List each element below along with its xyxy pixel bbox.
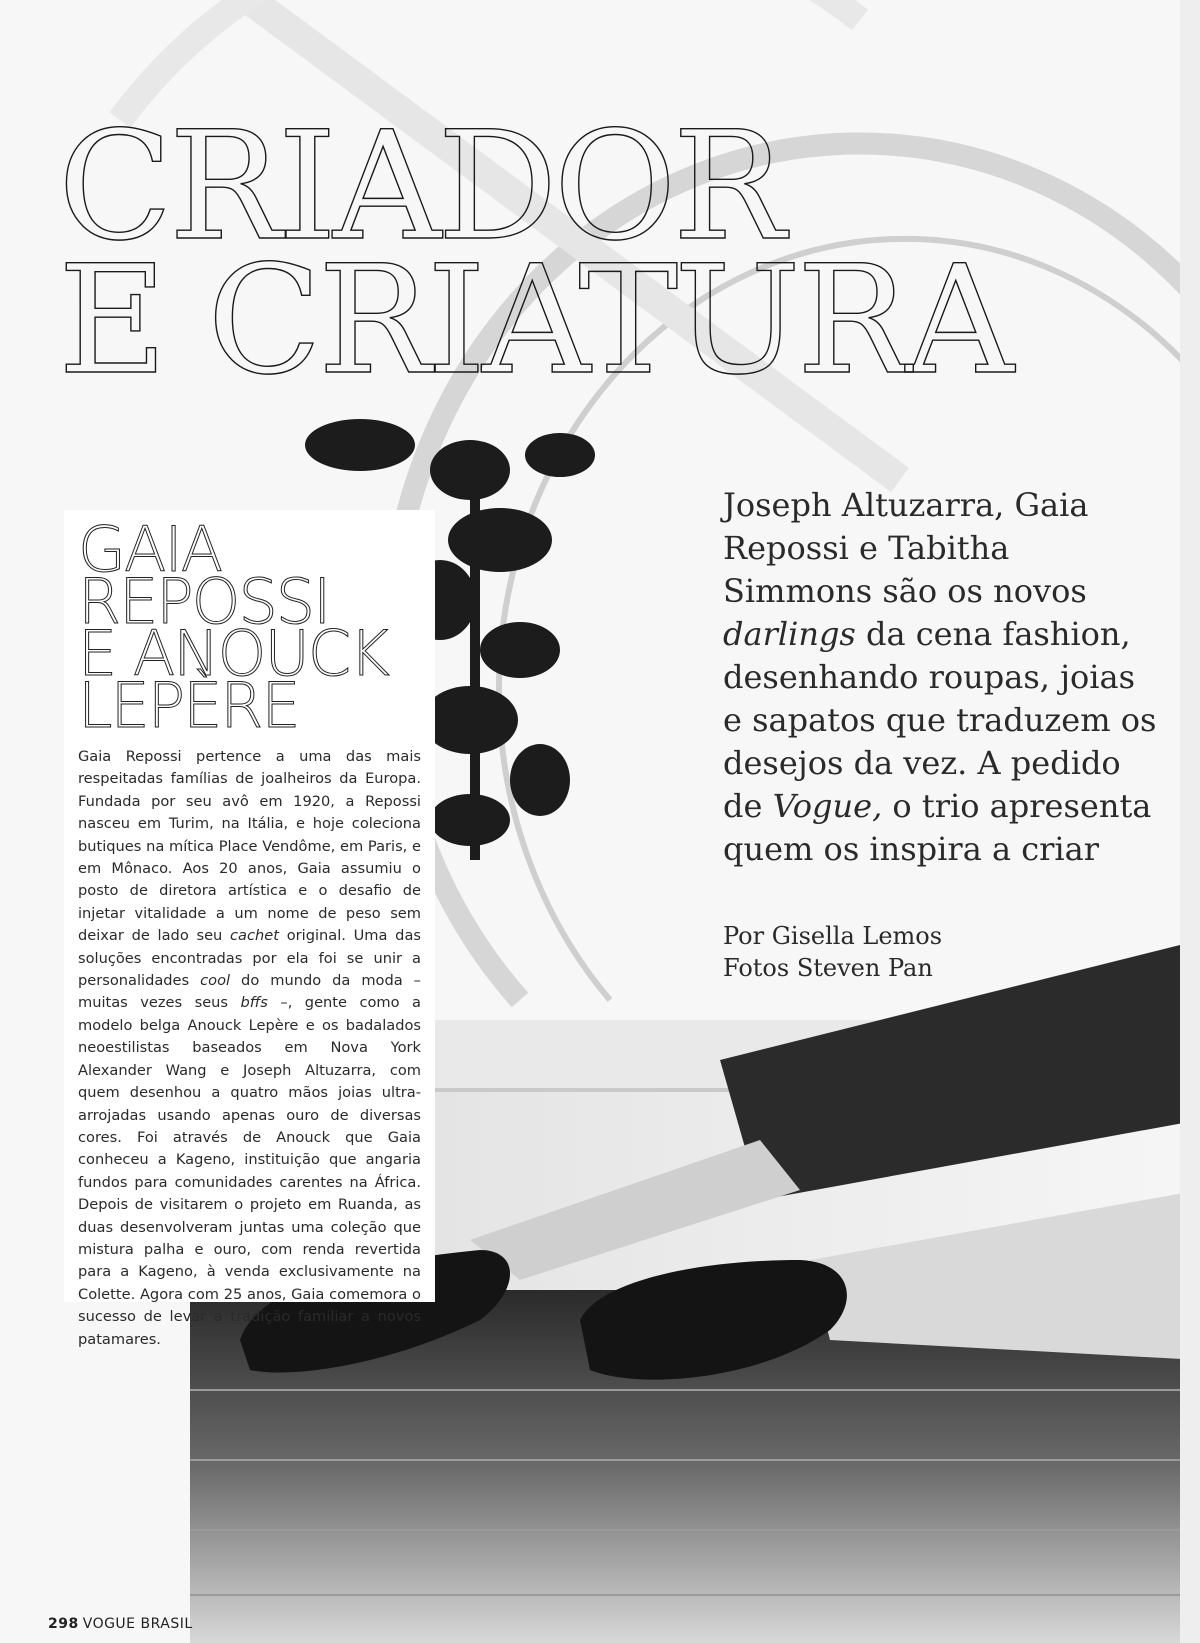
byline-photos: Fotos Steven Pan — [723, 954, 933, 982]
deck-part-2: da cena fashion, desenhando roupas, joias e sapatos que traduzem os desejos da vez. A pedido de — [723, 615, 1157, 825]
page-folio — [48, 1616, 193, 1632]
magazine-name: VOGUE BRASIL — [82, 1616, 193, 1632]
deck-part-1: Joseph Altuzarra, Gaia Repossi e Tabitha Simmons são os novos — [723, 486, 1089, 610]
deck-standfirst — [723, 484, 1163, 871]
body-italic-bffs: bffs — [240, 994, 268, 1012]
deck-part-3: o trio apresenta quem os inspira a criar — [723, 787, 1152, 868]
sidebar-heading-line-2: REPOSSI — [78, 565, 330, 638]
byline-author: Por Gisella Lemos — [723, 922, 943, 950]
byline — [723, 920, 1143, 984]
sidebar-heading-line-1: GAIA — [78, 513, 222, 586]
body-part-4: –, gente como a modelo belga Anouck Lepère e os badalados neoestilistas baseados em Nova York Alexander Wang e Joseph Altuzarra, com quem desenhou a quatro mãos joias ultra-arrojadas usando apenas ouro de diversas cores. Foi através de Anouck que Gaia conheceu a Kageno, instituição que angaria fundos para comunidades carentes na África. Depois de visitarem o projeto em Ruanda, as duas desenvolveram juntas uma coleção que mistura palha e ouro, com renda revertida para a Kageno, à venda exclusivamente na Colette. Agora com 25 anos, Gaia comemora o sucesso de levar a tradição familiar a novos patamares. — [78, 994, 421, 1348]
deck-italic-vogue: Vogue, — [772, 787, 883, 825]
sidebar-heading — [78, 513, 421, 742]
deck-italic-darlings: darlings — [723, 615, 856, 653]
body-part-3: do mundo da moda – muitas vezes seus — [78, 972, 421, 1012]
sidebar-body-text — [78, 746, 421, 1351]
title-line-2: E CRIATURA — [58, 234, 1010, 408]
sidebar-box — [64, 510, 435, 1348]
body-part-2: original. Uma das soluções encontradas por ela foi se unir a personalidades — [78, 927, 421, 990]
sidebar-heading-line-4: LEPÈRE — [78, 669, 299, 742]
page-number: 298 — [48, 1616, 79, 1632]
page-title — [58, 100, 1158, 408]
body-italic-cachet: cachet — [230, 927, 279, 945]
sidebar-heading-line-3: E ANOUCK — [78, 617, 388, 690]
title-line-1: CRIADOR — [58, 100, 782, 274]
body-part-1: Gaia Repossi pertence a uma das mais respeitadas famílias de joalheiros da Europa. Fundada por seu avô em 1920, a Repossi nasceu em Turim, na Itália, e hoje coleciona butiques na mítica Place Vendôme, em Paris, e em Mônaco. Aos 20 anos, Gaia assumiu o posto de diretora artística e o desafio de injetar vitalidade a um nome de peso sem deixar de lado seu — [78, 748, 421, 945]
body-italic-cool: cool — [200, 972, 231, 990]
